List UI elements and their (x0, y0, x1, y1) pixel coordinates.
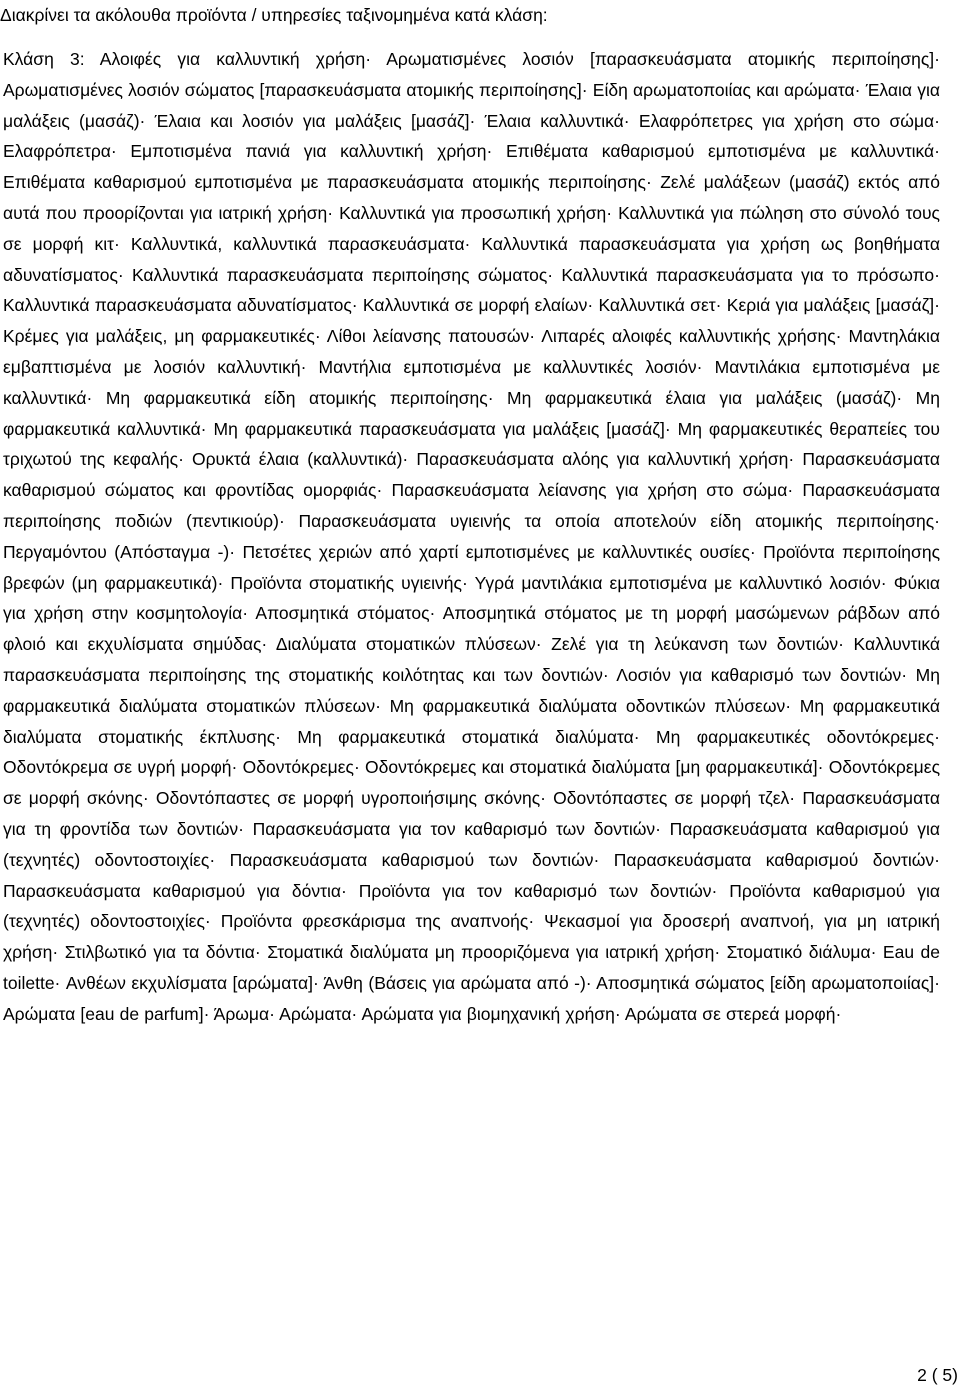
page-number: 2 ( 5) (917, 1365, 958, 1385)
document-heading: Διακρίνει τα ακόλουθα προϊόντα / υπηρεσίες ταξινομημένα κατά κλάση: (0, 5, 548, 25)
class-3-goods-list: Κλάση 3: Αλοιφές για καλλυντική χρήση· Αρωματισμένες λοσιόν [παρασκευάσματα ατομικής περιποίησης]· Αρωματισμένες λοσιόν σώματος [παρασκευάσματα ατομικής περιποίησης]· Είδη αρωματοποιίας και αρώματα· Έλαια για μαλάξεις (μασάζ)· Έλαια και λοσιόν για μαλάξεις [μασάζ]· Έλαια καλλυντικά· Ελαφρόπετρες για χρήση στο σώμα· Ελαφρόπετρα· Εμποτισμένα πανιά για καλλυντική χρήση· Επιθέματα καθαρισμού εμποτισμένα με καλλυντικά· Επιθέματα καθαρισμού εμποτισμένα με παρασκευάσματα ατομικής περιποίησης· Ζελέ μαλάξεων (μασάζ) εκτός από αυτά που προορίζονται για ιατρική χρήση· Καλλυντικά για προσωπική χρήση· Καλλυντικά για πώληση στο σύνολό τους σε μορφή κιτ· Καλλυντικά, καλλυντικά παρασκευάσματα· Καλλυντικά παρασκευάσματα για χρήση ως βοηθήματα αδυνατίσματος· Καλλυντικά παρασκευάσματα περιποίησης σώματος· Καλλυντικά παρασκευάσματα για το πρόσωπο· Καλλυντικά παρασκευάσματα αδυνατίσματος· Καλλυντικά σε μορφή ελαίων· Καλλυντικά σετ· Κεριά για μαλάξεις [μασάζ]· Κρέμες για μαλάξεις, μη φαρμακευτικές· Λίθοι λείανσης πατουσών· Λιπαρές αλοιφές καλλυντικής χρήσης· Μαντηλάκια εμβαπτισμένα με λοσιόν καλλυντική· Μαντήλια εμποτισμένα με καλλυντικές λοσιόν· Μαντιλάκια εμποτισμένα με καλλυντικά· Μη φαρμακευτικά είδη ατομικής περιποίησης· Μη φαρμακευτικά έλαια για μαλάξεις (μασάζ)· Μη φαρμακευτικά καλλυντικά· Μη φαρμακευτικά παρασκευάσματα για μαλάξεις [μασάζ]· Μη φαρμακευτικές θεραπείες του τριχωτού της κεφαλής· Ορυκτά έλαια (καλλυντικά)· Παρασκευάσματα αλόης για καλλυντική χρήση· Παρασκευάσματα καθαρισμού σώματος και φροντίδας ομορφιάς· Παρασκευάσματα λείανσης για χρήση στο σώμα· Παρασκευάσματα περιποίησης ποδιών (πεντικιούρ)· Παρασκευάσματα υγιεινής τα οποία αποτελούν είδη ατομικής περιποίησης· Περγαμόντου (Απόσταγμα -)· Πετσέτες χεριών από χαρτί εμποτισμένες με καλλυντικές ουσίες· Προϊόντα περιποίησης βρεφών (μη φαρμακευτικά)· Προϊόντα στοματικής υγιεινής· Υγρά μαντιλάκια εμποτισμένα με καλλυντικό λοσιόν· Φύκια για χρήση στην κοσμητολογία· Αποσμητικά στόματος· Αποσμητικά στόματος με τη μορφή μασώμενων ράβδων από φλοιό και εκχυλίσματα σημύδας· Διαλύματα στοματικών πλύσεων· Ζελέ για τη λεύκανση των δοντιών· Καλλυντικά παρασκευάσματα περιποίησης της στοματικής κοιλότητας και των δοντιών· Λοσιόν για καθαρισμό των δοντιών· Μη φαρμακευτικά διαλύματα στοματικών πλύσεων· Μη φαρμακευτικά διαλύματα οδοντικών πλύσεων· Μη φαρμακευτικά διαλύματα στοματικής έκπλυσης· Μη φαρμακευτικά στοματικά διαλύματα· Μη φαρμακευτικές οδοντόκρεμες· Οδοντόκρεμα σε υγρή μορφή· Οδοντόκρεμες· Οδοντόκρεμες και στοματικά διαλύματα [μη φαρμακευτικά]· Οδοντόκρεμες σε μορφή σκόνης· Οδοντόπαστες σε μορφή υγροποιήσιμης σκόνης· Οδοντόπαστες σε μορφή τζελ· Παρασκευάσματα για τη φροντίδα των δοντιών· Παρασκευάσματα για τον καθαρισμό των δοντιών· Παρασκευάσματα καθαρισμού για (τεχνητές) οδοντοστοιχίες· Παρασκευάσματα καθαρισμού των δοντιών· Παρασκευάσματα καθαρισμού δοντιών· Παρασκευάσματα καθαρισμού για δόντια· Προϊόντα για τον καθαρισμό των δοντιών· Προϊόντα καθαρισμού για (τεχνητές) οδοντοστοιχίες· Προϊόντα φρεσκάρισμα της αναπνοής· Ψεκασμοί για δροσερή αναπνοή, για μη ιατρική χρήση· Στιλβωτικό για τα δόντια· Στοματικά διαλύματα μη προοριζόμενα για ιατρική χρήση· Στοματικό διάλυμα· Eau de toilette· Ανθέων εκχυλίσματα [αρώματα]· Άνθη (Βάσεις για αρώματα από -)· Αποσμητικά σώματος [είδη αρωματοποιίας]· Αρώματα [eau de parfum]· Άρωμα· Αρώματα· Αρώματα για βιομηχανική χρήση· Αρώματα σε στερεά μορφή· (3, 49, 940, 1024)
